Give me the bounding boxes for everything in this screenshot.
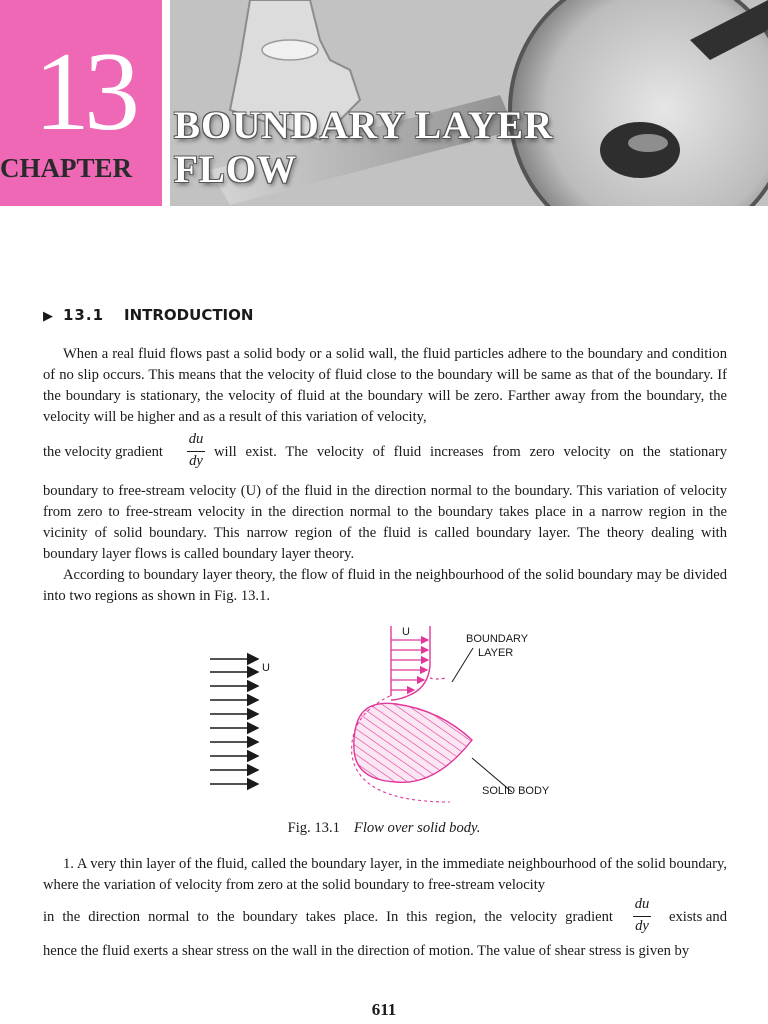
point-1-line-b-pre: in the direction normal to the boundary takes place. In this region, the velocity gradient (43, 909, 613, 925)
gradient-line-post: will exist. The velocity of fluid increases from zero velocity on the stationary (214, 444, 727, 460)
intro-paragraph-3: According to boundary layer theory, the flow of fluid in the neighbourhood of the solid boundary may be divided into two regions as shown in Fig. 13.1. (43, 567, 727, 604)
page-number: 611 (371, 1000, 397, 1019)
fraction-numerator: du (188, 431, 204, 447)
chapter-number: 13 (34, 30, 134, 154)
figure-caption-number: Fig. 13.1 (287, 820, 340, 836)
fraction-bar (187, 451, 205, 452)
figure-diagram (200, 620, 580, 810)
figure-label-layer: LAYER (478, 647, 514, 659)
chapter-label: CHAPTER (0, 153, 133, 183)
gradient-line-pre: the velocity gradient (43, 444, 163, 460)
point-1-line-b-post: exists and (669, 909, 727, 925)
point-1-line-c: hence the fluid exerts a shear stress on the wall in the direction of motion. The value of shear stress is given by (43, 943, 690, 959)
section-marker-icon: ▶ (43, 309, 53, 324)
chapter-title (174, 104, 553, 192)
section-heading (43, 306, 253, 324)
figure-label-u-top: U (402, 626, 410, 638)
free-stream-arrows (210, 659, 258, 784)
figure-flow-over-solid-body (200, 620, 580, 810)
intro-paragraph-2 (43, 481, 727, 565)
intro-paragraph-1: When a real fluid flows past a solid body or a solid wall, the fluid particles adhere to the boundary and condition of no slip occurs. This means that the velocity of fluid close to the boundary will be same as that of the boundary. If the boundary is stationary, the velocity of fluid at the boundary will be zero. Farther away from the boundary, the velocity will be higher and as a result of this variation of velocity, (43, 346, 727, 425)
figure-label-solid-body: SOLID BODY (482, 785, 550, 797)
section-number: 13.1 (63, 306, 105, 324)
chapter-title-line2: FLOW (174, 148, 298, 191)
fraction-denominator: dy (189, 453, 203, 469)
figure-label-boundary: BOUNDARY (466, 633, 529, 645)
boundary-layer-leader (452, 648, 473, 682)
section-title: INTRODUCTION (124, 306, 254, 324)
figure-caption-text: Flow over solid body. (353, 820, 481, 836)
figure-label-u-left: U (262, 662, 270, 674)
point-1-line-a: 1. A very thin layer of the fluid, called the boundary layer, in the immediate neighbourhood of the solid boundary, where the variation of velocity from zero at the solid boundary to free-stream velocity (43, 856, 727, 893)
fraction-denominator-2: dy (635, 918, 649, 934)
fraction-numerator-2: du (634, 896, 650, 912)
intro-paragraph-2-text: boundary to free-stream velocity (U) of the fluid in the direction normal to the boundary. This variation of velocity from zero to free-stream velocity in the direction normal to the boundary takes place in a narrow region in the vicinity of solid boundary. This narrow region of the fluid is called boundary layer. The theory dealing with boundary layer flows is called boundary layer theory. (43, 483, 727, 562)
figure-caption (0, 820, 768, 837)
velocity-profile (391, 626, 430, 700)
chapter-title-line1: BOUNDARY LAYER (174, 104, 554, 147)
fraction-bar-2 (633, 916, 651, 917)
